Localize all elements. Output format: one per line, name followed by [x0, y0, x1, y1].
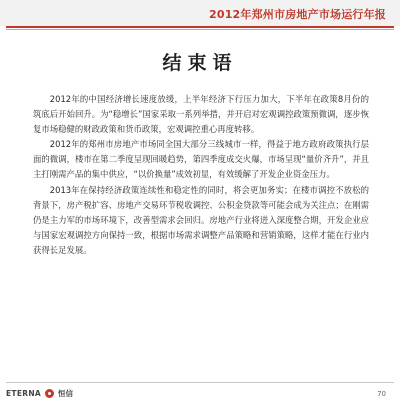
paragraph-2: 2012年的郑州市房地产市场同全国大部分三线城市一样，得益于地方政府政策执行层面的微调，楼市在第二季度呈现回暖趋势，第四季度成交火爆，市场呈现“量价齐升”，并且主打刚需产品的集中供应，“以价换量”成效初显，有效缓解了开发企业资金压力。 [33, 139, 369, 180]
paragraph-1: 2012年的中国经济增长速度放缓，上半年经济下行压力加大，下半年在政策8月份的筑底后开始回升。为“稳增长”国家采取一系列举措，并开启对宏观调控政策预微调，逐步恢复市场稳健的财政政策和货币政策，宏观调控重心再度转移。 [33, 94, 369, 135]
report-title: 2012年郑州市房地产市场运行年报 [208, 8, 386, 21]
brand-name-en: ETERNA [6, 389, 42, 398]
brand-logo-icon [45, 389, 54, 398]
footer-brand [6, 388, 73, 399]
page-number: 70 [377, 390, 386, 398]
brand-name-cn: 恒信 [58, 389, 74, 398]
footer-divider [6, 382, 394, 383]
header-divider [6, 26, 394, 28]
body-text [33, 92, 369, 258]
page-title: 结束语 [162, 52, 238, 74]
header-divider-thin [6, 29, 394, 30]
paragraph-3: 2013年在保持经济政策连续性和稳定性的同时，将会更加务实；在楼市调控不放松的背景下，房产税扩容、房地产交易环节税收调控、公积金贷款等可能会成为关注点；在刚需仍是主力军的市场环境下，改善型需求会回归。房地产行业将进入深度整合期，开发企业应与国家宏观调控方向保持一致，根据市场需求调整产品策略和营销策略，这样才能在行业内获得长足发展。 [33, 184, 369, 255]
